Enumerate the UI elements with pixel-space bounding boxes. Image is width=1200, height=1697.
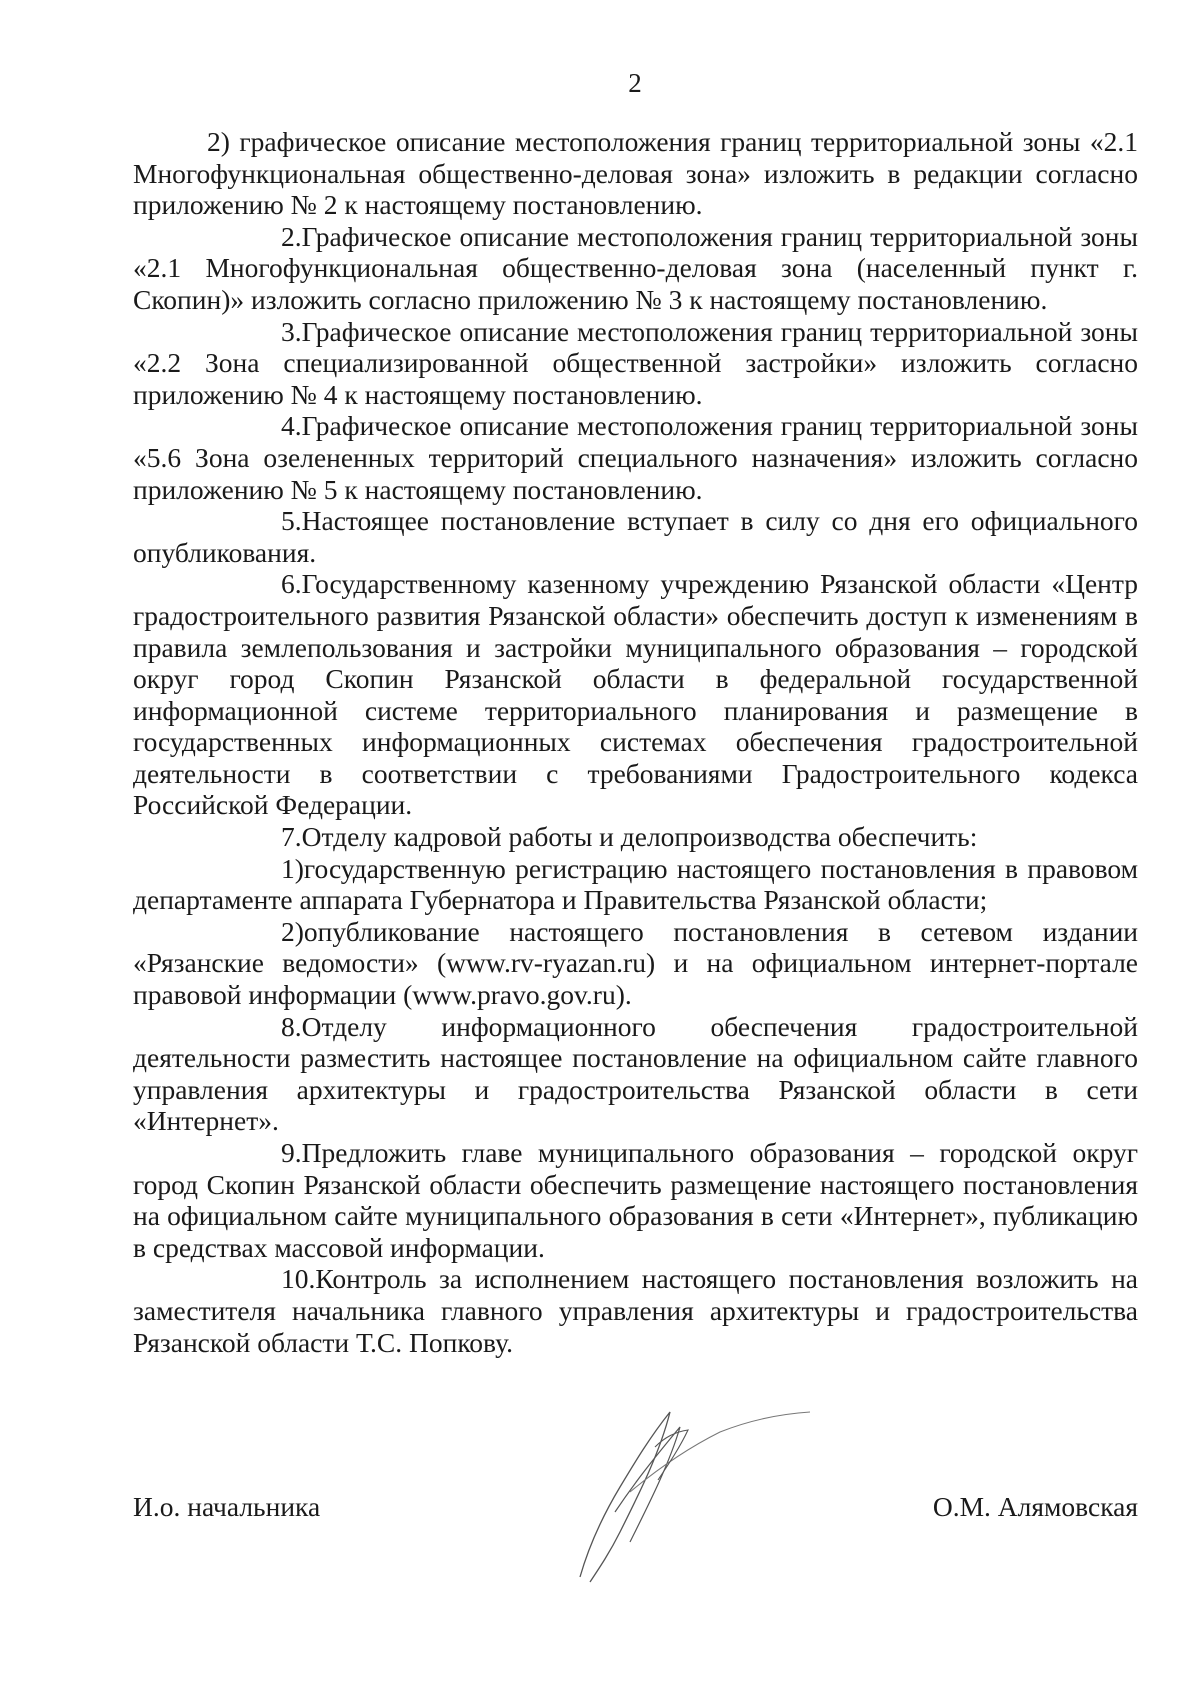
paragraph-text: 2) графическое описание местоположения границ территориальной зоны «2.1 Многофункциональная общественно-деловая зона» изложить в редакции согласно приложению № 2 к настоящему постановлению. — [133, 126, 1138, 221]
paragraph-text: государственную регистрацию настоящего постановления в правовом департаменте аппарата Губернатора и Правительства Рязанской области; — [133, 852, 1138, 916]
paragraph-text: Настоящее постановление вступает в силу со дня его официального опубликования. — [133, 505, 1138, 568]
paragraph — [133, 126, 1138, 221]
paragraph-text: Графическое описание местоположения границ территориальной зоны «2.2 Зона специализированной общественной застройки» изложить согласно приложению № 4 к настоящему постановлению. — [133, 315, 1138, 410]
signatory-role: И.о. начальника — [133, 1491, 321, 1522]
paragraph-text: Графическое описание местоположения границ территориальной зоны «5.6 Зона озелененных территорий специального назначения» изложить согласно приложению № 5 к настоящему постановлению. — [133, 410, 1138, 505]
signatory-name: О.М. Алямовская — [932, 1491, 1138, 1522]
paragraph-number: 2) — [281, 915, 304, 947]
paragraph-number: 6. — [281, 568, 302, 600]
paragraph-number: 7. — [281, 821, 302, 853]
paragraph — [133, 410, 1138, 505]
paragraph — [133, 1263, 1138, 1358]
paragraph-text: Предложить главе муниципального образования – городской округ город Скопин Рязанской области обеспечить размещение настоящего постановления на официальном сайте муниципального образования в сети «Интернет», публикацию в средствах массовой информации. — [133, 1137, 1138, 1263]
paragraph-text: Государственному казенному учреждению Рязанской области «Центр градостроительного развития Рязанской области» обеспечить доступ к изменениям в правила землепользования и застройки муниципального образования – городской округ город Скопин Рязанской области в федеральной государственной информационной системе территориального планирования и размещение в государственных информационных системах обеспечения градостроительной деятельности в соответствии с требованиями Градостроительного кодекса Российской Федерации. — [133, 568, 1138, 821]
paragraph-text: Графическое описание местоположения границ территориальной зоны «2.1 Многофункциональная общественно-деловая зона (населенный пункт г. Скопин)» изложить согласно приложению № 3 к настоящему постановлению. — [133, 220, 1138, 315]
paragraph-text: Отделу кадровой работы и делопроизводства обеспечить: — [301, 821, 978, 853]
paragraph-number: 5. — [281, 505, 302, 537]
paragraph — [133, 1011, 1138, 1137]
paragraph — [133, 316, 1138, 411]
paragraph-text: опубликование настоящего постановления в сетевом издании «Рязанские ведомости» (www.rv-ryazan.ru) и на официальном интернет-портале правовой информации (www.pravo.gov.ru). — [133, 915, 1138, 1011]
paragraph-number: 4. — [281, 410, 302, 442]
paragraph — [133, 221, 1138, 316]
handwritten-signature — [560, 1392, 830, 1592]
paragraph-number: 9. — [281, 1137, 302, 1168]
paragraph — [133, 1137, 1138, 1263]
paragraph — [133, 853, 1138, 916]
paragraph-number: 10. — [281, 1263, 316, 1295]
paragraph-number: 2. — [281, 220, 302, 252]
paragraph — [133, 568, 1138, 821]
paragraph-text: Контроль за исполнением настоящего постановления возложить на заместителя начальника главного управления архитектуры и градостроительства Рязанской области Т.С. Попкову. — [133, 1263, 1138, 1358]
paragraph — [133, 505, 1138, 568]
document-body — [133, 126, 1138, 1358]
paragraph-text: Отделу информационного обеспечения градостроительной деятельности разместить настоящее постановление на официальном сайте главного управления архитектуры и градостроительства Рязанской области в сети «Интернет». — [133, 1010, 1138, 1137]
page-number: 2 — [628, 68, 642, 98]
paragraph — [133, 916, 1138, 1011]
paragraph-number: 1) — [281, 852, 304, 884]
paragraph — [133, 821, 1138, 853]
paragraph-number: 8. — [281, 1010, 302, 1042]
paragraph-number: 3. — [281, 315, 302, 347]
